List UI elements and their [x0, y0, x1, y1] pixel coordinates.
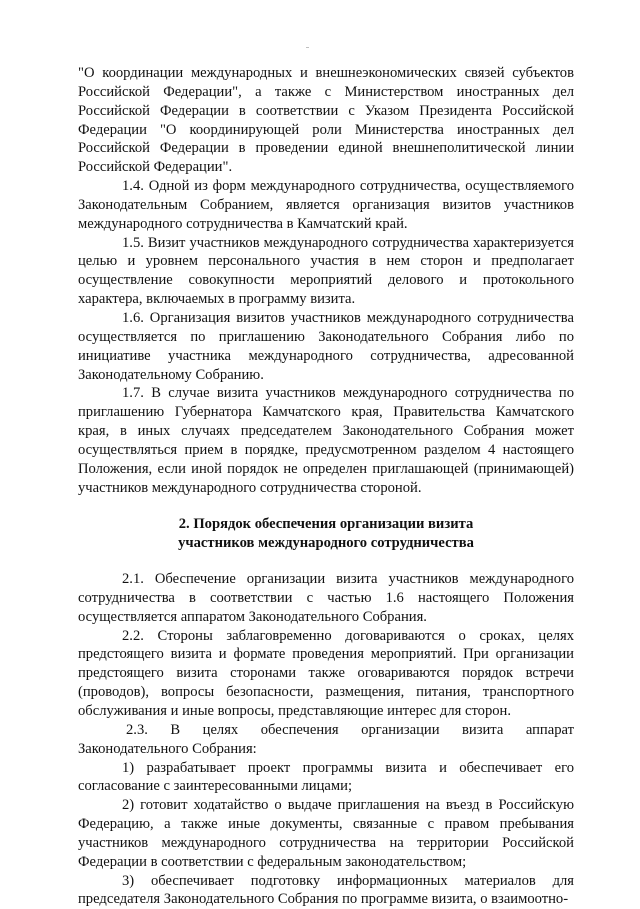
list-item-3: 3) обеспечивает подготовку информационных материалов для председателя Законодательного Собрания по программе визита, о взаимоотно-: [78, 872, 574, 908]
paragraph-1-5: 1.5. Визит участников международного сотрудничества характеризуется целью и уровнем персонального участия в нем сторон и предполагает осуществление совокупности мероприятий делового и протокольного характера, включаемых в программу визита.: [78, 234, 574, 308]
list-item-2: 2) готовит ходатайство о выдаче приглашения на въезд в Российскую Федерацию, а также иные документы, связанные с правом пребывания участников международного сотрудничества на территории Российской Федерации в соответствии с федеральным законодательством;: [78, 797, 574, 870]
section-gap: [78, 553, 574, 570]
paragraph-2-2: 2.2. Стороны заблаговременно договариваются о сроках, целях предстоящего визита и формате проведения мероприятий. При организации предстоящего визита сторонами также оговариваются порядок встречи (проводов), вопросы безопасности, размещения, питания, транспортного обслуживания и иные вопросы, представляющие интерес для сторон.: [78, 627, 574, 719]
intro-paragraph: "О координации международных и внешнеэкономических связей субъектов Российской Федерации", а также с Министерством иностранных дел Российской Федерации в соответствии с Указом Президента Российской Федерации "О координирующей роли Министерства иностранных дел Российской Федерации в проведении единой внешнеполитической линии Российской Федерации".: [78, 65, 574, 176]
paragraph-1-4: 1.4. Одной из форм международного сотрудничества, осуществляемого Законодательным Собранием, является организация визитов участников международного сотрудничества в Камчатский край.: [78, 178, 574, 232]
section-2-heading-line-1: 2. Порядок обеспечения организации визита: [178, 516, 474, 533]
scan-mark: [306, 47, 309, 48]
document-body: [78, 64, 574, 909]
list-item-1: 1) разрабатывает проект программы визита и обеспечивает его согласование с заинтересованными лицами;: [78, 759, 574, 795]
section-2-heading-line-2: участников международного сотрудничества: [178, 535, 474, 552]
section-gap: [78, 497, 574, 515]
paragraph-2-1: 2.1. Обеспечение организации визита участников международного сотрудничества в соответствии с частью 1.6 настоящего Положения осуществляется аппаратом Законодательного Собрания.: [78, 571, 574, 625]
paragraph-1-7: 1.7. В случае визита участников международного сотрудничества по приглашению Губернатора Камчатского края, Правительства Камчатского края, в иных случаях председателем Законодательного Собрания может осуществляться прием в порядке, предусмотренном разделом 4 настоящего Положения, если иной порядок не определен приглашающей (принимающей) участников международного сотрудничества стороной.: [78, 385, 574, 496]
paragraph-2-3: 2.3. В целях обеспечения организации визита аппарат Законодательного Собрания:: [78, 721, 574, 757]
paragraph-1-6: 1.6. Организация визитов участников международного сотрудничества осуществляется по приглашению Законодательного Собрания либо по инициативе участника международного сотрудничества, адресованной Законодательному Собранию.: [78, 309, 574, 383]
